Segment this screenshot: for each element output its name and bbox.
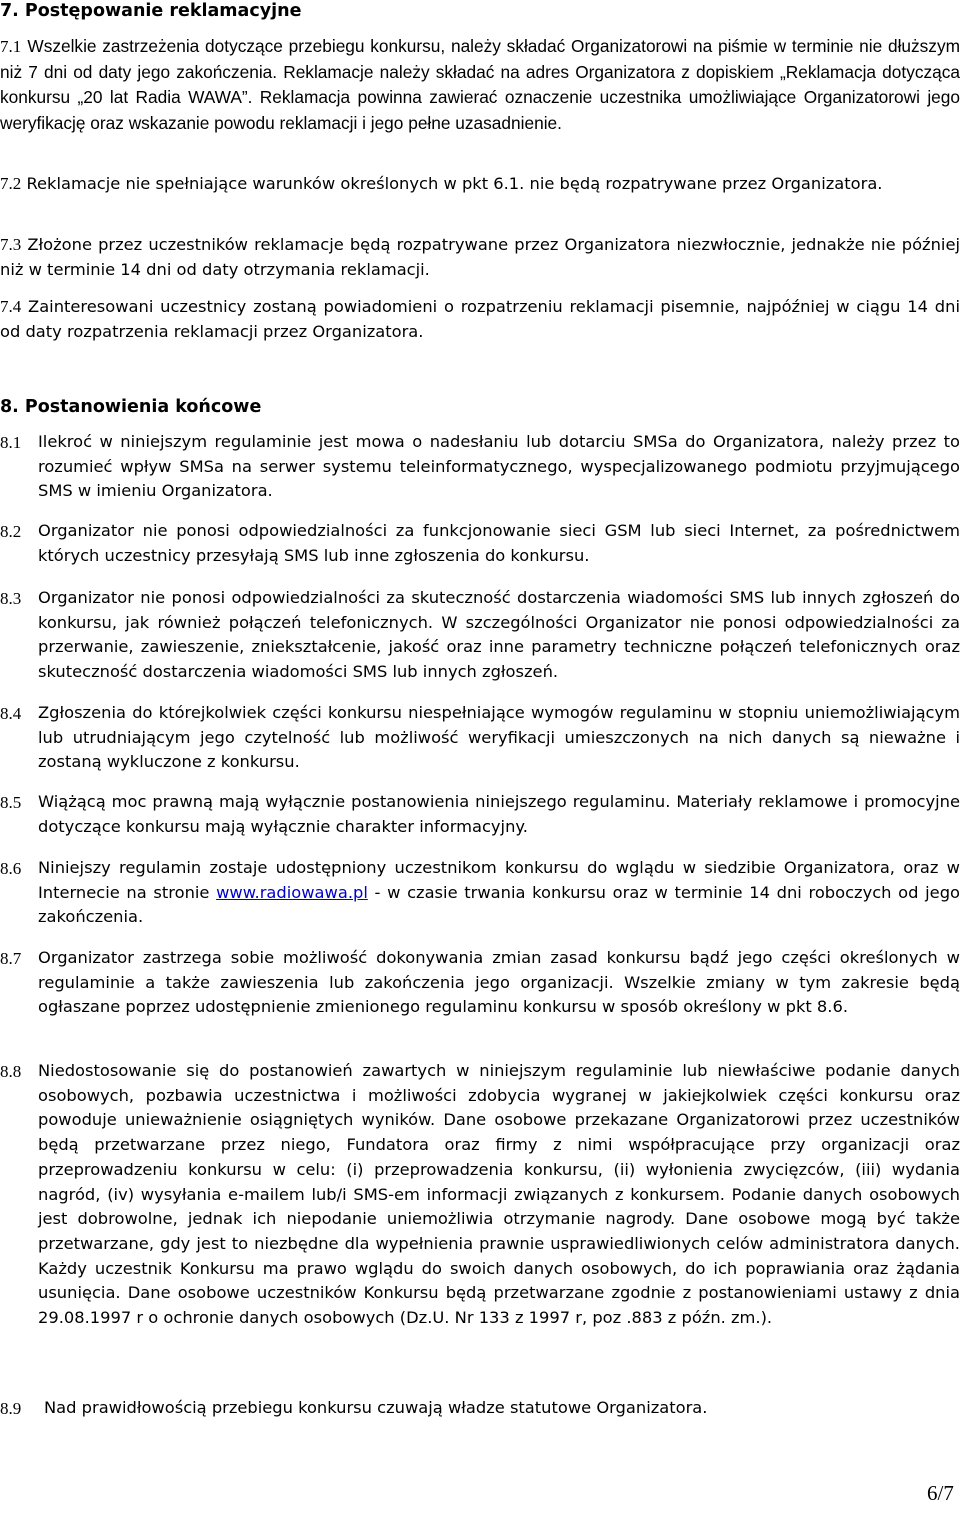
item-8-3	[38, 586, 960, 685]
item-8-2	[38, 519, 960, 568]
item-text: Organizator zastrzega sobie możliwość dokonywania zmian zasad konkursu bądź jego części określonych w regulaminie a także zawieszenia lub zakończenia jego organizacji. Wszelkie zmiany w tym zakresie będą ogłaszane poprzez udostępnienie zmienionego regulaminu konkursu w sposób określony w pkt 8.6.	[38, 948, 960, 1017]
item-number-8-3: 8.3	[0, 589, 22, 608]
item-number-8-6: 8.6	[0, 859, 22, 878]
item-text: Wiążącą moc prawną mają wyłącznie postanowienia niniejszego regulaminu. Materiały reklamowe i promocyjne dotyczące konkursu mają wyłącznie charakter informacyjny.	[38, 792, 960, 836]
item-7-1	[0, 34, 960, 137]
item-text: Nad prawidłowością przebiegu konkursu czuwają władze statutowe Organizatora.	[44, 1398, 708, 1417]
item-number-8-5: 8.5	[0, 793, 22, 812]
item-number-8-1: 8.1	[0, 433, 22, 452]
item-7-2	[0, 172, 960, 197]
item-7-4	[0, 295, 960, 344]
item-number: 7.2	[0, 174, 22, 193]
item-text: Wszelkie zastrzeżenia dotyczące przebiegu konkursu, należy składać Organizatorowi na piśmie w terminie nie dłuższym niż 7 dni od daty jego zakończenia. Reklamacje należy składać na adres Organizatora z dopiskiem „Reklamacja dotycząca konkursu „20 lat Radia WAWA”. Reklamacja powinna zawierać oznaczenie uczestnika umożliwiające Organizatorowi jego weryfikację oraz wskazanie powodu reklamacji i jego pełne uzasadnienie.	[0, 36, 960, 134]
item-text: Organizator nie ponosi odpowiedzialności za skuteczność dostarczenia wiadomości SMS lub innych zgłoszeń do konkursu, jak również połączeń telefonicznych. W szczególności Organizator nie ponosi odpowiedzialności za przerwanie, zawieszenie, zniekształcenie, jakość oraz inne parametry techniczne połączeń telefonicznych oraz skuteczność dostarczenia wiadomości SMS lub innych zgłoszeń.	[38, 588, 960, 682]
item-number: 7.4	[0, 297, 22, 316]
item-8-9	[44, 1396, 960, 1421]
item-8-4	[38, 701, 960, 775]
item-text: Reklamacje nie spełniające warunków określonych w pkt 6.1. nie będą rozpatrywane przez Organizatora.	[26, 174, 883, 193]
item-number-8-7: 8.7	[0, 949, 22, 968]
item-number-8-8: 8.8	[0, 1062, 22, 1081]
item-text: Złożone przez uczestników reklamacje będą rozpatrywane przez Organizatora niezwłocznie, jednakże nie później niż w terminie 14 dni od daty otrzymania reklamacji.	[0, 235, 960, 279]
item-8-5	[38, 790, 960, 839]
item-8-8	[38, 1059, 960, 1331]
section-7-heading: 7. Postępowanie reklamacyjne	[0, 1, 302, 21]
item-number-8-4: 8.4	[0, 704, 22, 723]
page-number: 6/7	[927, 1481, 954, 1505]
item-text-after: - w czasie trwania konkursu oraz w terminie 14 dni roboczych od jego zakończenia.	[38, 882, 960, 927]
section-8-heading: 8. Postanowienia końcowe	[0, 397, 262, 417]
item-number-8-2: 8.2	[0, 522, 22, 541]
item-text: Niedostosowanie się do postanowień zawartych w niniejszym regulaminie lub niewłaściwe podanie danych osobowych, pozbawia uczestnictwa i możliwości zdobycia wygranej w jakiejkolwiek części konkursu oraz powoduje unieważnienie osiągniętych wyników. Dane osobowe przekazane Organizatorowi przez uczestników będą przetwarzane przez niego, Fundatora oraz firmy z nimi współpracujące przy organizacji oraz przeprowadzeniu konkursu w celu: (i) przeprowadzenia konkursu, (ii) wyłonienia zwycięzców, (iii) wydania nagród, (iv) wysyłania e-mailem lub/i SMS-em informacji związanych z konkursem. Podanie danych osobowych jest dobrowolne, jednak ich niepodanie uniemożliwia otrzymanie nagrody. Dane osobowe mogą być także przetwarzane, gdy jest to niezbędne dla wypełnienia prawnie usprawiedliwionych celów administratora danych. Każdy uczestnik Konkursu ma prawo wglądu do swoich danych osobowych, do ich poprawiania oraz żądania usunięcia. Dane osobowe uczestników Konkursu będą przetwarzane zgodnie z postanowieniami ustawy z dnia 29.08.1997 r o ochronie danych osobowych (Dz.U. Nr 133 z 1997 r, poz .883 z późn. zm.).	[38, 1061, 960, 1328]
item-number: 7.1	[0, 37, 22, 56]
item-number: 7.3	[0, 235, 22, 254]
item-text: Zgłoszenia do którejkolwiek części konkursu niespełniające wymogów regulaminu w stopniu uniemożliwiającym lub utrudniającym jego czytelność lub możliwość weryfikacji umieszczonych na nich danych są nieważne i zostaną wykluczone z konkursu.	[38, 703, 960, 772]
item-8-6	[38, 856, 960, 930]
item-7-3	[0, 233, 960, 282]
item-text: Ilekroć w niniejszym regulaminie jest mowa o nadesłaniu lub dotarciu SMSa do Organizatora, należy przez to rozumieć wpływ SMSa na serwer systemu teleinformatycznego, wyspecjalizowanego podmiotu przyjmującego SMS w imieniu Organizatora.	[38, 432, 960, 501]
item-text-before: Niniejszy regulamin zostaje udostępniony uczestnikom konkursu do wglądu w siedzibie Organizatora, oraz w Internecie na stronie	[38, 858, 960, 902]
item-8-1	[38, 430, 960, 504]
item-8-7	[38, 946, 960, 1020]
item-number-8-9: 8.9	[0, 1399, 22, 1418]
item-text: Organizator nie ponosi odpowiedzialności za funkcjonowanie sieci GSM lub sieci Internet, za pośrednictwem których uczestnicy przesyłają SMS lub inne zgłoszenia do konkursu.	[38, 521, 960, 565]
item-text: Zainteresowani uczestnicy zostaną powiadomieni o rozpatrzeniu reklamacji pisemnie, najpóźniej w ciągu 14 dni od daty rozpatrzenia reklamacji przez Organizatora.	[0, 297, 960, 341]
radiowawa-link[interactable]: www.radiowawa.pl	[216, 882, 368, 902]
